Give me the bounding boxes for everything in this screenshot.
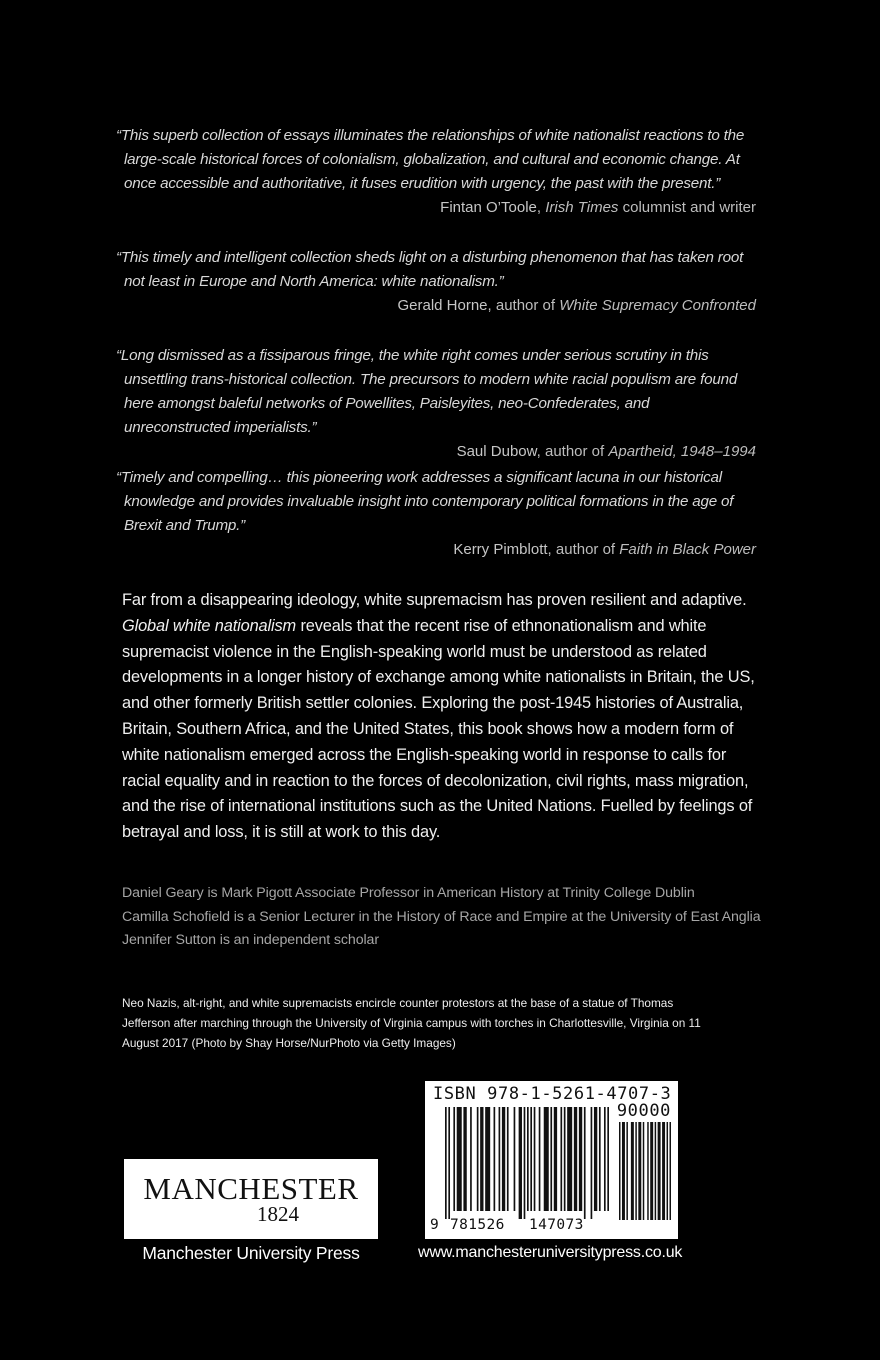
endorser-name: Gerald Horne — [397, 297, 488, 314]
barcode-bar — [599, 1107, 601, 1211]
barcode-bar — [670, 1122, 671, 1220]
barcode-bar — [631, 1122, 634, 1220]
endorsement-quote: “This timely and intelligent collection sheds light on a disturbing phenomenon that has taken root not least in Europe and North America: white nationalism.” — [116, 249, 744, 290]
endorser-work: Irish Times — [545, 199, 619, 216]
endorsement — [116, 466, 756, 561]
endorsement-quote: “Timely and compelling… this pioneering work addresses a significant lacuna in our historical knowledge and provides invaluable insight into contemporary political formations in the age of Brexit and Trump.” — [116, 469, 734, 534]
barcode-bar — [658, 1122, 661, 1220]
barcode-bar — [445, 1107, 447, 1219]
barcode-bar — [550, 1107, 552, 1211]
price-addon-number: 90000 — [616, 1101, 671, 1121]
author-bio: Jennifer Sutton is an independent scholar — [122, 932, 379, 948]
description-body: reveals that the recent rise of ethnonationalism and white supremacist violence in the English-speaking world must be understood as related developments in a longer history of exchange among white nationalists in Britain, the US, and other formerly British settler colonies. Exploring the post-1945 histories of Australia, Britain, Southern Africa, and the United States, this book shows how a modern form of white nationalism emerged across the English-speaking world in response to calls for racial equality and in reaction to the forces of decolonization, civil rights, mass migration, and the rise of international institutions such as the United Nations. Fuelled by feelings of betrayal and loss, it is still at work to this day. — [122, 616, 755, 842]
publisher-website[interactable]: www.manchesteruniversitypress.co.uk — [418, 1244, 683, 1261]
author-bio: Camilla Schofield is a Senior Lecturer in the History of Race and Empire at the University of East Anglia — [122, 908, 761, 925]
endorsement-attribution — [116, 197, 756, 219]
endorser-role-prefix: , author of — [487, 297, 560, 314]
endorsement-quote: “Long dismissed as a fissiparous fringe, the white right comes under serious scrutiny in this unsettling trans-historical collection. The precursors to modern white racial populism are found here amongst baleful networks of Powellites, Paisleyites, neo-Confederates, and unreconstructed imperialists.” — [116, 347, 738, 436]
endorser-work: Apartheid, 1948–1994 — [608, 443, 756, 460]
barcode-bar — [457, 1107, 462, 1211]
barcode-bar — [662, 1122, 665, 1220]
barcode-bar — [650, 1122, 653, 1220]
barcode-bar — [470, 1107, 472, 1211]
book-title: Global white nationalism — [122, 616, 297, 635]
endorser-role-suffix: columnist and writer — [618, 199, 756, 216]
barcode-bar — [564, 1107, 566, 1211]
barcode-bar — [480, 1107, 483, 1211]
endorsement-attribution — [116, 441, 756, 463]
endorser-name: Kerry Pimblott — [453, 541, 548, 558]
barcode-bar — [655, 1122, 656, 1220]
endorser-work: White Supremacy Confronted — [559, 297, 756, 314]
barcode-bar — [530, 1107, 532, 1211]
barcode-bar — [591, 1107, 593, 1219]
logo-year: 1824 — [257, 1202, 299, 1226]
barcode-bar — [643, 1122, 644, 1220]
barcode-bar — [539, 1107, 541, 1211]
barcode-bar — [494, 1107, 496, 1211]
barcode-bar — [544, 1107, 549, 1211]
barcode-bars — [445, 1107, 609, 1219]
addon-barcode-bars — [619, 1122, 671, 1220]
barcode-bar — [519, 1107, 522, 1219]
endorser-role-prefix: , author of — [536, 443, 609, 460]
endorser-role-prefix: , — [536, 199, 546, 216]
endorsement — [116, 246, 756, 317]
endorser-name: Fintan O’Toole — [440, 199, 537, 216]
barcode-bar — [607, 1107, 609, 1211]
barcode-bar — [514, 1107, 516, 1211]
barcode-bar — [619, 1122, 620, 1220]
barcode-bar — [560, 1107, 562, 1211]
logo-name: MANCHESTER — [143, 1171, 359, 1206]
barcode-bar — [594, 1107, 597, 1211]
endorser-name: Saul Dubow — [456, 443, 537, 460]
photo-credit: Neo Nazis, alt-right, and white supremacists encircle counter protestors at the base of a statue of Thomas Jefferson after marching through the University of Virginia campus with torches in Charlottesville, Virginia on 11 August 2017 (Photo by Shay Horse/NurPhoto via Getty Images) — [122, 996, 701, 1050]
barcode-bar — [527, 1107, 529, 1211]
barcode-bar — [477, 1107, 479, 1211]
barcode-bar — [453, 1107, 455, 1211]
author-bio: Daniel Geary is Mark Pigott Associate Professor in American History at Trinity College Dublin — [122, 885, 695, 901]
barcode-bar — [622, 1122, 625, 1220]
author-bios — [122, 882, 762, 953]
barcode-right-digits: 147073 — [529, 1217, 584, 1233]
endorsement-quote: “This superb collection of essays illuminates the relationships of white nationalist reactions to the large-scale historical forces of colonialism, globalization, and cultural and economic change. At once accessible and authoritative, it fuses erudition with urgency, the past with the present.” — [116, 127, 745, 192]
barcode-bar — [499, 1107, 501, 1211]
barcode-bar — [638, 1122, 641, 1220]
barcode-bar — [567, 1107, 572, 1211]
press-name: Manchester University Press — [142, 1243, 360, 1263]
barcode-bar — [667, 1122, 668, 1220]
barcode-bar — [485, 1107, 490, 1211]
barcode-bar — [584, 1107, 586, 1219]
barcode-bar — [463, 1107, 466, 1211]
barcode-bar — [647, 1122, 648, 1220]
endorser-work: Faith in Black Power — [619, 541, 756, 558]
barcode-bar — [635, 1122, 636, 1220]
isbn-label: ISBN 978-1-5261-4707-3 — [433, 1084, 672, 1104]
barcode-bar — [524, 1107, 526, 1219]
barcode-left-digits: 781526 — [450, 1217, 505, 1233]
endorser-role-prefix: , author of — [547, 541, 620, 558]
barcode-bar — [574, 1107, 577, 1211]
barcode-bar — [626, 1122, 627, 1220]
endorsement — [116, 344, 756, 463]
isbn-barcode — [425, 1081, 678, 1239]
endorsement-attribution — [116, 539, 756, 561]
barcode-bar — [554, 1107, 557, 1211]
barcode-bar — [448, 1107, 450, 1219]
endorsement — [116, 124, 756, 219]
book-description — [122, 588, 758, 846]
barcode-bar — [502, 1107, 505, 1211]
barcode-bar — [507, 1107, 509, 1211]
barcode-bar — [534, 1107, 536, 1211]
barcode-bar — [604, 1107, 606, 1211]
publisher-logo — [124, 1159, 378, 1239]
barcode-lead-digit: 9 — [430, 1217, 440, 1233]
barcode-bar — [579, 1107, 582, 1211]
description-lead: Far from a disappearing ideology, white supremacism has proven resilient and adaptive. — [122, 591, 747, 609]
endorsement-attribution — [116, 295, 756, 317]
